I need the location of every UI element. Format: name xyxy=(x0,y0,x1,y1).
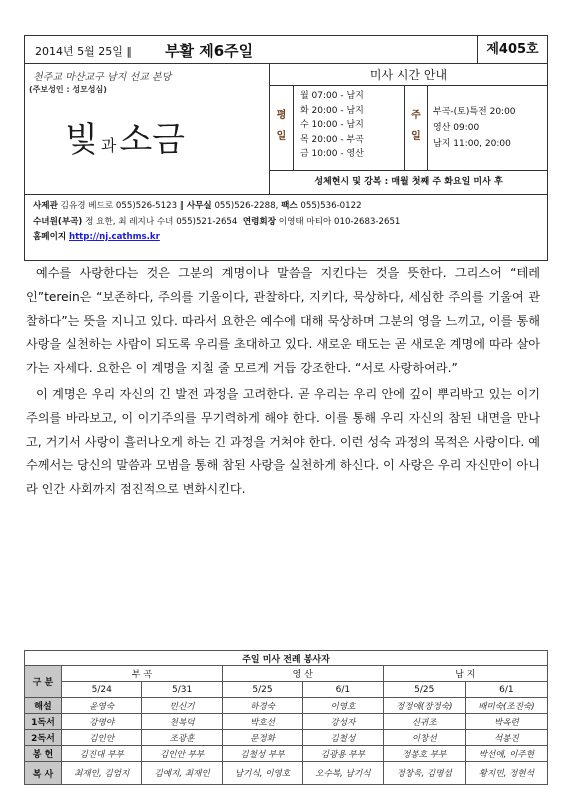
convent-contact: 정 요한, 최 레지나 수녀 055)521-2654 xyxy=(85,216,238,227)
role-label: 1독서 xyxy=(25,714,62,730)
contact-line-3: 홈페이지 http://nj.cathms.kr xyxy=(33,232,160,242)
role-label: 복 사 xyxy=(25,762,62,785)
parish-header: 영 산 xyxy=(222,666,383,682)
date-header: 6/1 xyxy=(303,682,383,698)
table-cell: 오수복, 남기식 xyxy=(303,762,383,785)
table-cell: 최재인, 김엄지 xyxy=(62,762,142,785)
table-cell: 천복덕 xyxy=(142,714,222,730)
pastor-contact: 김유경 베드로 055)526-5123 ‖ xyxy=(60,201,185,211)
table-row xyxy=(25,730,548,746)
table-cell: 이영호 xyxy=(303,698,383,714)
table-cell: 정봉호 부부 xyxy=(383,746,465,762)
weekday-mass-list xyxy=(300,89,400,162)
table-cell: 김인안 부부 xyxy=(142,746,222,762)
table-cell: 박선애, 이주현 xyxy=(465,746,547,762)
reflection-article xyxy=(26,262,540,502)
weekday-label: 평 일 xyxy=(270,86,294,170)
table-cell: 석봉진 xyxy=(465,730,547,746)
weekday-mass-item: 목 20:00 - 부곡 xyxy=(300,134,364,145)
title-row xyxy=(25,36,547,64)
issue-number: 제405호 xyxy=(477,36,547,63)
parish-header: 부 곡 xyxy=(62,666,223,682)
table-cell: 정정애(장정숙) xyxy=(383,698,465,714)
church-name: 천주교 마산교구 남지 선교 본당 xyxy=(33,72,172,83)
date-header: 5/31 xyxy=(142,682,222,698)
table-cell: 김진대 부부 xyxy=(62,746,142,762)
group-header: 구 분 xyxy=(25,666,62,698)
table-cell: 배미숙(조진숙) xyxy=(465,698,547,714)
table-cell: 김인안 xyxy=(62,730,142,746)
weekday-mass-item: 수 10:00 - 남지 xyxy=(300,120,364,130)
table-cell: 문정화 xyxy=(222,730,302,746)
table-cell: 박호선 xyxy=(222,714,302,730)
table-cell: 민신기 xyxy=(142,698,222,714)
week-title: 부활 제6주일 xyxy=(165,42,254,60)
table-cell: 하경숙 xyxy=(222,698,302,714)
article-paragraph: 이 계명은 우리 자신의 긴 발전 과정을 고려한다. 곧 우리는 우리 안에 깊이 뿌리박고 있는 이기주의를 바라보고, 이 이기주의를 무기력하게 해야 한다. 이를 통해 우리 자신의 참된 내면을 만나고, 거기서 사랑이 흘러나오게 하는 긴 과정을 거쳐야 한다. 이런 성숙 과정의 목적은 사랑이다. 예수께서는 당신의 말씀과 모범을 통해 참된 사랑을 실천하게 하신다. 이 사랑은 우리 자신만이 아니라 인간 사회까지 점진적으로 변화시킨다. xyxy=(26,386,540,497)
table-row xyxy=(25,714,548,730)
weekday-mass-item: 월 07:00 - 남지 xyxy=(300,91,364,101)
table-cell: 김철성 xyxy=(303,730,383,746)
contact-line-2: 수녀원(부곡) 정 요한, 최 레지나 수녀 055)521-2654 연령회장 이영태 마티아 010-2683-2651 xyxy=(33,216,401,227)
logo-word-salt: 소금 xyxy=(119,120,186,160)
bulletin-date: 2014년 5월 25일 ‖ xyxy=(35,45,132,58)
sunday-mass-item: 부곡-(토)특전 20:00 xyxy=(433,107,516,117)
logo-word-light: 빛 xyxy=(65,120,98,160)
table-cell: 강성자 xyxy=(303,714,383,730)
role-label: 해설 xyxy=(25,698,62,714)
role-label: 2독서 xyxy=(25,730,62,746)
table-row xyxy=(25,698,548,714)
mass-schedule-heading: 미사 시간 안내 xyxy=(270,64,547,86)
sunday-mass-item: 남지 11:00, 20:00 xyxy=(433,139,511,149)
parish-header: 남 지 xyxy=(383,666,547,682)
role-label: 봉 헌 xyxy=(25,746,62,762)
date-header: 5/25 xyxy=(383,682,465,698)
table-cell: 윤영숙 xyxy=(62,698,142,714)
office-contact: 055)526-2288, xyxy=(214,201,279,211)
fax-contact: 055)536-0122 xyxy=(300,201,362,211)
weekday-mass-item: 화 20:00 - 남지 xyxy=(300,105,364,116)
patron-saint: (주보성인 : 성모성심) xyxy=(29,85,107,94)
contact-info xyxy=(25,194,547,260)
article-paragraph: 예수를 사랑한다는 것은 그분의 계명이나 말씀을 지킨다는 것을 뜻한다. 그리스어 “테레인”terein은 “보존하다, 주의를 기울이다, 관찰하다, 지키다, 묵상하다, 세심한 주의를 기울여 관찰하다”는 뜻을 지니고 있다. 따라서 요한은 예수에 대해 묵상하며 그분의 영을 느끼고, 이를 통해 사랑을 실천하는 사람이 되도록 우리를 초대하고 있다. 새로운 태도는 곧 새로운 계명에 따라 살아가는 자세다. 요한은 이 계명을 지칠 줄 모르게 거듭 강조한다. “서로 사랑하여라.” xyxy=(26,266,540,376)
table-caption: 주일 미사 전례 봉사자 xyxy=(25,651,548,666)
date-header: 5/25 xyxy=(222,682,302,698)
table-cell: 정창욱, 김명섭 xyxy=(383,762,465,785)
sunday-label: 주 일 xyxy=(404,86,428,170)
adoration-note: 성체현시 및 강복 : 매월 첫째 주 화요일 미사 후 xyxy=(270,170,547,192)
table-cell: 박옥련 xyxy=(465,714,547,730)
table-cell: 신귀조 xyxy=(383,714,465,730)
church-identity xyxy=(25,64,269,176)
date-header: 6/1 xyxy=(465,682,547,698)
mass-schedule xyxy=(269,64,547,194)
bulletin-logo xyxy=(65,112,185,161)
table-cell: 남기식, 이영호 xyxy=(222,762,302,785)
table-cell: 김예지, 최재인 xyxy=(142,762,222,785)
table-cell: 김철성 부부 xyxy=(222,746,302,762)
council-contact: 이영태 마티아 010-2683-2651 xyxy=(278,216,401,227)
contact-line-1: 사제관 김유경 베드로 055)526-5123 ‖ 사무실 055)526-2288, 팩스 055)536-0122 xyxy=(33,201,362,211)
table-cell: 강명야 xyxy=(62,714,142,730)
bulletin-header xyxy=(24,35,548,261)
table-cell: 황지민, 정현석 xyxy=(465,762,547,785)
table-row xyxy=(25,762,548,785)
table-cell: 이창선 xyxy=(383,730,465,746)
liturgy-servers-table xyxy=(24,650,548,785)
date-header: 5/24 xyxy=(62,682,142,698)
sunday-mass-list xyxy=(433,104,545,152)
table-row xyxy=(25,746,548,762)
homepage-link[interactable]: http://nj.cathms.kr xyxy=(68,232,160,242)
table-cell: 조광훈 xyxy=(142,730,222,746)
weekday-mass-item: 금 10:00 - 영산 xyxy=(300,149,364,159)
sunday-mass-item: 영산 09:00 xyxy=(433,123,480,133)
logo-connector: 과 xyxy=(100,136,117,155)
table-cell: 김광용 부부 xyxy=(303,746,383,762)
